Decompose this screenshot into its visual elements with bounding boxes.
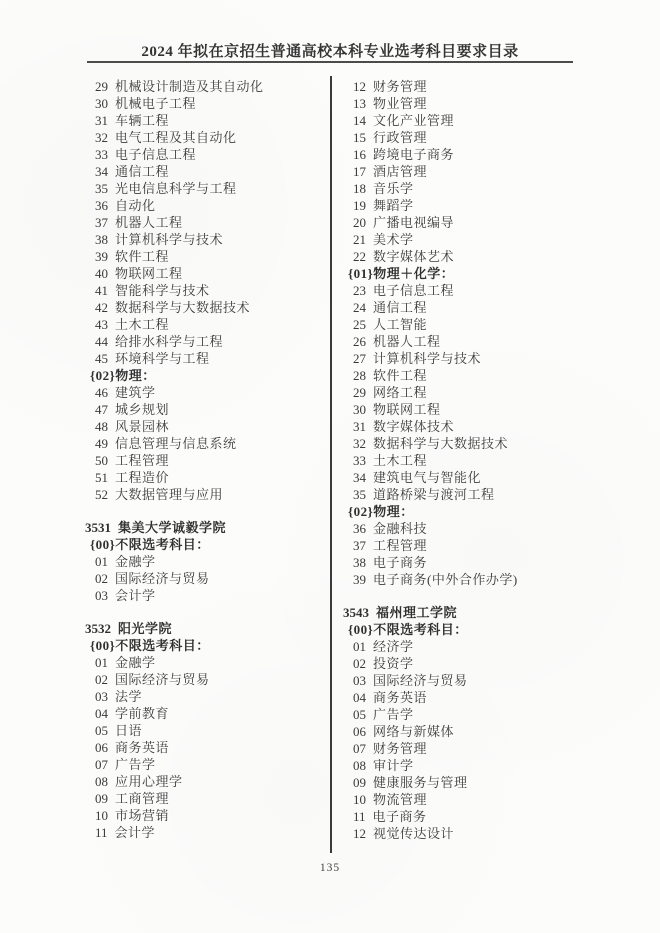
major-name: 智能科学与技术 <box>115 283 210 298</box>
major-item <box>343 78 643 95</box>
major-name: 网络与新媒体 <box>373 724 455 739</box>
major-name: 金融科技 <box>373 521 428 536</box>
major-name: 网络工程 <box>373 385 428 400</box>
major-name: 视觉传达设计 <box>373 826 455 841</box>
major-name: 软件工程 <box>115 249 170 264</box>
major-number: 32 <box>353 436 366 451</box>
major-name: 数据科学与大数据技术 <box>115 300 251 315</box>
major-name: 投资学 <box>373 656 414 671</box>
major-number: 03 <box>353 673 366 688</box>
major-name: 风景园林 <box>115 419 170 434</box>
major-name: 电子商务(中外合作办学) <box>373 572 518 587</box>
major-number: 10 <box>353 792 366 807</box>
subject-requirement-header <box>85 536 327 553</box>
major-number: 39 <box>95 249 108 264</box>
major-name: 审计学 <box>373 758 414 773</box>
major-number: 36 <box>95 198 108 213</box>
requirement-label: {01}物理＋化学： <box>348 266 455 281</box>
major-number: 38 <box>95 232 108 247</box>
major-item <box>85 688 327 705</box>
major-item <box>343 757 643 774</box>
subject-requirement-header <box>85 637 327 654</box>
major-name: 市场营销 <box>115 808 170 823</box>
subject-requirement-header <box>343 621 643 638</box>
major-name: 国际经济与贸易 <box>115 672 210 687</box>
major-name: 机械电子工程 <box>115 96 197 111</box>
major-item <box>343 197 643 214</box>
school-entry <box>85 620 327 637</box>
major-item <box>343 571 643 588</box>
major-number: 18 <box>353 181 366 196</box>
major-number: 23 <box>353 283 366 298</box>
major-item <box>343 791 643 808</box>
major-item <box>343 435 643 452</box>
requirement-label: {02}物理： <box>348 504 414 519</box>
major-item <box>85 418 327 435</box>
major-number: 01 <box>95 655 108 670</box>
subject-requirement-header <box>343 503 643 520</box>
major-name: 物流管理 <box>373 792 428 807</box>
major-item <box>85 739 327 756</box>
major-name: 广播电视编导 <box>373 215 455 230</box>
major-item <box>85 570 327 587</box>
major-name: 商务英语 <box>373 690 428 705</box>
major-number: 28 <box>353 368 366 383</box>
major-name: 数据科学与大数据技术 <box>373 436 509 451</box>
major-number: 24 <box>353 300 366 315</box>
major-name: 财务管理 <box>373 741 428 756</box>
major-number: 51 <box>95 470 108 485</box>
major-number: 45 <box>95 351 108 366</box>
major-item <box>343 689 643 706</box>
major-item <box>85 756 327 773</box>
major-name: 环境科学与工程 <box>115 351 210 366</box>
major-number: 50 <box>95 453 108 468</box>
major-name: 车辆工程 <box>115 113 170 128</box>
major-item <box>85 807 327 824</box>
major-number: 47 <box>95 402 108 417</box>
major-name: 信息管理与信息系统 <box>115 436 237 451</box>
major-number: 06 <box>95 740 108 755</box>
major-item <box>85 333 327 350</box>
major-number: 02 <box>95 571 108 586</box>
major-number: 01 <box>95 554 108 569</box>
major-number: 13 <box>353 96 366 111</box>
major-number: 05 <box>353 707 366 722</box>
requirement-label: {00}不限选考科目： <box>90 638 210 653</box>
school-code: 3543 <box>343 605 369 620</box>
major-name: 数字媒体技术 <box>373 419 455 434</box>
requirement-label: {00}不限选考科目： <box>90 537 210 552</box>
major-number: 10 <box>95 808 108 823</box>
major-name: 机器人工程 <box>373 334 441 349</box>
major-item <box>343 825 643 842</box>
major-item <box>343 486 643 503</box>
major-name: 跨境电子商务 <box>373 147 455 162</box>
subject-requirement-header <box>343 265 643 282</box>
left-column <box>85 78 327 841</box>
major-item <box>343 537 643 554</box>
major-number: 08 <box>95 774 108 789</box>
major-item <box>343 384 643 401</box>
major-name: 机器人工程 <box>115 215 183 230</box>
major-item <box>85 401 327 418</box>
major-number: 14 <box>353 113 366 128</box>
major-number: 06 <box>353 724 366 739</box>
major-item <box>343 316 643 333</box>
major-item <box>343 231 643 248</box>
major-item <box>85 95 327 112</box>
major-name: 数字媒体艺术 <box>373 249 455 264</box>
major-name: 给排水科学与工程 <box>115 334 224 349</box>
major-number: 16 <box>353 147 366 162</box>
major-name: 计算机科学与技术 <box>115 232 224 247</box>
major-number: 32 <box>95 130 108 145</box>
major-name: 自动化 <box>115 198 156 213</box>
major-name: 国际经济与贸易 <box>373 673 468 688</box>
major-item <box>85 384 327 401</box>
major-name: 人工智能 <box>373 317 428 332</box>
major-item <box>343 740 643 757</box>
major-name: 会计学 <box>115 588 156 603</box>
major-item <box>343 418 643 435</box>
major-number: 46 <box>95 385 108 400</box>
requirement-label: {02}物理： <box>90 368 156 383</box>
major-number: 21 <box>353 232 366 247</box>
major-item <box>85 671 327 688</box>
major-number: 34 <box>95 164 108 179</box>
major-name: 工商管理 <box>115 791 170 806</box>
page-title: 2024 年拟在京招生普通高校本科专业选考科目要求目录 <box>141 44 519 60</box>
school-entry <box>85 519 327 536</box>
major-name: 电气工程及其自动化 <box>115 130 237 145</box>
major-name: 学前教育 <box>115 706 170 721</box>
major-name: 光电信息科学与工程 <box>115 181 237 196</box>
major-number: 30 <box>95 96 108 111</box>
major-item <box>343 112 643 129</box>
major-number: 49 <box>95 436 108 451</box>
major-item <box>85 282 327 299</box>
major-number: 37 <box>95 215 108 230</box>
major-item <box>85 146 327 163</box>
major-item <box>343 95 643 112</box>
major-name: 行政管理 <box>373 130 428 145</box>
major-name: 土木工程 <box>115 317 170 332</box>
major-item <box>85 435 327 452</box>
major-number: 40 <box>95 266 108 281</box>
major-item <box>85 486 327 503</box>
major-name: 经济学 <box>373 639 414 654</box>
major-name: 音乐学 <box>373 181 414 196</box>
requirement-label: {00}不限选考科目： <box>348 622 468 637</box>
major-item <box>85 553 327 570</box>
major-item <box>85 722 327 739</box>
major-item <box>343 401 643 418</box>
major-item <box>343 333 643 350</box>
column-divider <box>330 76 332 853</box>
major-name: 日语 <box>115 723 143 738</box>
major-number: 44 <box>95 334 108 349</box>
major-item <box>343 638 643 655</box>
major-item <box>343 367 643 384</box>
major-name: 舞蹈学 <box>373 198 414 213</box>
major-item <box>85 265 327 282</box>
major-number: 29 <box>95 79 108 94</box>
major-name: 商务英语 <box>115 740 170 755</box>
major-number: 35 <box>95 181 108 196</box>
school-code: 3531 <box>85 520 111 535</box>
school-code: 3532 <box>85 621 111 636</box>
major-item <box>343 520 643 537</box>
major-number: 33 <box>95 147 108 162</box>
major-name: 金融学 <box>115 554 156 569</box>
school-name: 福州理工学院 <box>376 605 458 620</box>
subject-requirement-header <box>85 367 327 384</box>
major-item <box>85 452 327 469</box>
major-name: 工程管理 <box>115 453 170 468</box>
major-item <box>85 78 327 95</box>
major-number: 31 <box>95 113 108 128</box>
major-number: 11 <box>353 809 366 824</box>
right-column <box>343 78 643 842</box>
major-number: 42 <box>95 300 108 315</box>
major-item <box>85 299 327 316</box>
school-name: 集美大学诚毅学院 <box>118 520 227 535</box>
major-item <box>85 705 327 722</box>
major-name: 通信工程 <box>115 164 170 179</box>
major-number: 17 <box>353 164 366 179</box>
major-number: 04 <box>353 690 366 705</box>
major-item <box>85 790 327 807</box>
major-name: 广告学 <box>115 757 156 772</box>
major-name: 应用心理学 <box>115 774 183 789</box>
major-item <box>343 282 643 299</box>
major-number: 11 <box>95 825 108 840</box>
major-number: 02 <box>95 672 108 687</box>
major-number: 38 <box>353 555 366 570</box>
major-name: 美术学 <box>373 232 414 247</box>
major-item <box>85 231 327 248</box>
school-name: 阳光学院 <box>118 621 173 636</box>
major-name: 大数据管理与应用 <box>115 487 224 502</box>
major-item <box>85 587 327 604</box>
blank-line <box>85 503 327 519</box>
major-item <box>343 808 643 825</box>
major-number: 29 <box>353 385 366 400</box>
major-number: 12 <box>353 79 366 94</box>
major-number: 04 <box>95 706 108 721</box>
major-name: 法学 <box>115 689 143 704</box>
major-number: 15 <box>353 130 366 145</box>
major-name: 计算机科学与技术 <box>373 351 482 366</box>
major-number: 07 <box>95 757 108 772</box>
major-item <box>343 706 643 723</box>
major-item <box>343 299 643 316</box>
major-item <box>343 672 643 689</box>
major-item <box>343 163 643 180</box>
major-name: 国际经济与贸易 <box>115 571 210 586</box>
major-name: 电子信息工程 <box>373 283 455 298</box>
major-name: 建筑学 <box>115 385 156 400</box>
major-item <box>85 248 327 265</box>
major-item <box>85 654 327 671</box>
major-name: 电子信息工程 <box>115 147 197 162</box>
major-number: 39 <box>353 572 366 587</box>
major-number: 03 <box>95 588 108 603</box>
major-name: 广告学 <box>373 707 414 722</box>
major-item <box>343 146 643 163</box>
major-number: 09 <box>95 791 108 806</box>
major-item <box>85 129 327 146</box>
major-number: 07 <box>353 741 366 756</box>
major-item <box>85 163 327 180</box>
major-number: 09 <box>353 775 366 790</box>
major-name: 物联网工程 <box>115 266 183 281</box>
major-name: 物业管理 <box>373 96 428 111</box>
blank-line <box>343 588 643 604</box>
major-item <box>343 469 643 486</box>
major-number: 52 <box>95 487 108 502</box>
major-item <box>343 180 643 197</box>
major-number: 26 <box>353 334 366 349</box>
major-item <box>85 214 327 231</box>
major-number: 20 <box>353 215 366 230</box>
major-number: 41 <box>95 283 108 298</box>
major-item <box>85 824 327 841</box>
major-item <box>85 773 327 790</box>
major-item <box>343 723 643 740</box>
major-item <box>343 655 643 672</box>
major-number: 30 <box>353 402 366 417</box>
major-name: 文化产业管理 <box>373 113 455 128</box>
major-name: 道路桥梁与渡河工程 <box>373 487 495 502</box>
major-number: 12 <box>353 826 366 841</box>
major-number: 34 <box>353 470 366 485</box>
major-item <box>343 350 643 367</box>
major-number: 02 <box>353 656 366 671</box>
major-item <box>85 197 327 214</box>
major-name: 土木工程 <box>373 453 428 468</box>
major-name: 软件工程 <box>373 368 428 383</box>
major-number: 27 <box>353 351 366 366</box>
major-name: 金融学 <box>115 655 156 670</box>
major-item <box>343 248 643 265</box>
major-name: 工程管理 <box>373 538 428 553</box>
major-name: 城乡规划 <box>115 402 170 417</box>
major-number: 08 <box>353 758 366 773</box>
major-item <box>343 452 643 469</box>
school-entry <box>343 604 643 621</box>
major-number: 48 <box>95 419 108 434</box>
major-name: 电子商务 <box>373 555 428 570</box>
major-item <box>85 112 327 129</box>
major-number: 22 <box>353 249 366 264</box>
major-name: 健康服务与管理 <box>373 775 468 790</box>
major-item <box>343 554 643 571</box>
major-number: 33 <box>353 453 366 468</box>
major-number: 19 <box>353 198 366 213</box>
major-item <box>85 316 327 333</box>
major-number: 35 <box>353 487 366 502</box>
page-number: 135 <box>319 862 341 874</box>
major-name: 会计学 <box>114 825 156 840</box>
major-number: 43 <box>95 317 108 332</box>
major-name: 电子商务 <box>372 809 427 824</box>
major-number: 37 <box>353 538 366 553</box>
major-item <box>85 180 327 197</box>
major-item <box>343 774 643 791</box>
major-number: 03 <box>95 689 108 704</box>
major-item <box>85 350 327 367</box>
major-number: 36 <box>353 521 366 536</box>
major-item <box>85 469 327 486</box>
major-number: 31 <box>353 419 366 434</box>
header-rule <box>87 61 573 63</box>
major-name: 酒店管理 <box>373 164 428 179</box>
blank-line <box>85 604 327 620</box>
major-name: 机械设计制造及其自动化 <box>115 79 264 94</box>
major-number: 01 <box>353 639 366 654</box>
major-name: 工程造价 <box>115 470 170 485</box>
major-item <box>343 129 643 146</box>
major-name: 通信工程 <box>373 300 428 315</box>
major-name: 物联网工程 <box>373 402 441 417</box>
major-item <box>343 214 643 231</box>
major-name: 财务管理 <box>373 79 428 94</box>
major-number: 05 <box>95 723 108 738</box>
major-number: 25 <box>353 317 366 332</box>
major-name: 建筑电气与智能化 <box>373 470 482 485</box>
